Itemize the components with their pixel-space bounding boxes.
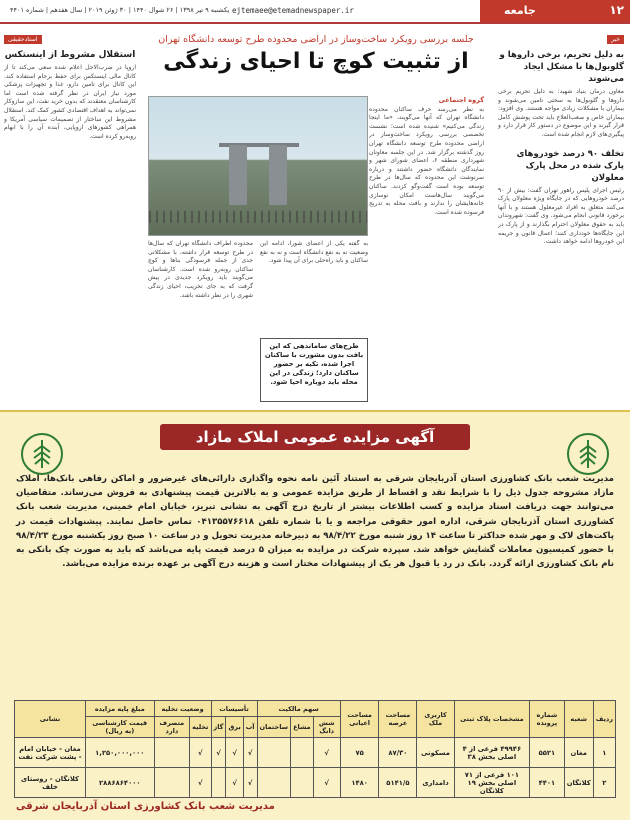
university-gate-photo (148, 96, 368, 236)
left-opinion-column (4, 26, 136, 406)
date-line: یکشنبه ۹ تیر ۱۳۹۸ | ۲۶ شوال ۱۴۴۰ | ۳۰ ژوئن ۲۰۱۹ | سال هفدهم | شماره ۴۴۰۱ (10, 6, 230, 14)
auction-advertisement (0, 410, 630, 820)
cell-occupied (154, 768, 190, 798)
news-item-title: به دلیل تحریم، برخی داروها و گلوبول‌ها با مشکل ایجاد می‌شوند (499, 50, 624, 84)
cell-power: √ (226, 738, 243, 768)
pull-quote: طرح‌های ساماندهی که این بافت بدون مشورت با ساکنان اجرا شده، تکیه بر حضور ساکنان دارد؛ زندگی در این محله باید دوباره احیا شود. (260, 338, 368, 402)
table-row (15, 768, 616, 798)
cell-water: √ (243, 768, 257, 798)
opinion-body: اروپا در ضرب‌الاجل اعلام شده سعی می‌کند تا از کانال مالی اینستکس برای حفظ برجام استفاده کند. این کانال برای تامین دارو، غذا و تجهیزات پزشکی مورد نیاز ایران در نظر گرفته شده است اما کارشناسان معتقدند که بدون خرید نفت، این سازوکار نمی‌تواند به اهداف اقتصادی کشور کمک کند. استقلال مشروط این ساختار از تصمیمات سیاسی آمریکا و همراهی کشورهای اروپایی، آینده آن را با ابهام روبه‌رو کرده است. (4, 64, 136, 140)
article-headline: از تثبیت کوچ تا احیای زندگی (163, 49, 469, 74)
col-header: گاز (211, 717, 226, 738)
opinion-title: استقلال مشروط از اینستکس (4, 50, 136, 60)
section-name: جامعه (504, 4, 536, 17)
bank-keshavarzi-emblem-icon (20, 432, 64, 476)
col-header: شش دانگ (313, 717, 340, 738)
col-header: نشانی (15, 701, 86, 738)
cell-area-build: ۱۴۸۰ (340, 768, 379, 798)
cell-address: مغان - خیابان امام - پشت شرکت نفت (15, 738, 86, 768)
col-header: مشاع (291, 717, 314, 738)
cell-occupied (154, 738, 190, 768)
cell-share (291, 738, 314, 768)
page-number: ۱۲ (609, 3, 624, 17)
cell-row: ۲ (593, 768, 615, 798)
col-group-header: مبلغ پایه مزایده (85, 701, 154, 717)
cell-area-land: ۸۷/۳۰ (379, 738, 417, 768)
section-email: ejtemaee@etemadnewspaper.ir (232, 6, 354, 15)
cell-buildings (257, 738, 291, 768)
cell-branch: مغان (564, 738, 593, 768)
news-item-body: معاون درمان بنیاد شهید: به دلیل تحریم برخی داروها و گلوبول‌ها به سختی تامین می‌شوند و بیماران با مشکلات زیادی مواجه هستند. وی افزود: بیماران خاص و صعب‌العلاج باید تحت پوشش کامل قرار گیرند و این موضوع در دستور کار قرار دارد و پیگیری‌های لازم انجام شده است. (498, 88, 624, 138)
col-header: مساحت اعیانی (340, 701, 379, 738)
right-news-column (498, 26, 624, 406)
col-header: شماره پرونده (530, 701, 565, 738)
cell-power: √ (226, 768, 243, 798)
article-text: به نظر می‌رسد حرف ساکنان محدوده دانشگاه تهران که آنها می‌گویند، «ما اینجا زندگی می‌کنیم» شنیده شده است؛ نشست تخصصی بررسی رویکرد ساخت‌وساز در اراضی محدوده طرح توسعه دانشگاه تهران روز گذشته برگزار شد. در این جلسه معاونان شهرداری منطقه ۶، اعضای شورای شهر و نمایندگان دانشگاه حضور داشتند و درباره سرنوشت این محدوده که سال‌ها در طرح توسعه بوده است گفت‌وگو کردند. ساکنان می‌گویند سال‌هاست امکان نوسازی خانه‌هایشان را ندارند و بافت محله به تدریج فرسوده شده است. (369, 105, 484, 216)
cell-file: ۵۵۲۱ (530, 738, 565, 768)
table-row (15, 738, 616, 768)
cell-six-dang: √ (313, 738, 340, 768)
cell-file: ۴۴۰۱ (530, 768, 565, 798)
article-column (369, 96, 484, 402)
main-article (140, 26, 492, 406)
cell-vacant: √ (190, 768, 211, 798)
cell-usage: مسکونی (417, 738, 454, 768)
col-header: متصرف دارد (154, 717, 190, 738)
col-header: شعبه (564, 701, 593, 738)
cell-area-land: ۵۱۴۱/۵ (379, 768, 417, 798)
ad-body-text: مدیریت شعب بانک کشاورزی استان آذربایجان شرقی به استناد آئین نامه نحوه واگذاری دارائی‌های غیرضرور و اماکن رفاهی بانک‌ها، املاک مازاد مشروحه جدول ذیل را با شرایط نقد و اقساط از طریق مزایده عمومی و به بالاترین قیمت پیشنهادی به فروش می‌رساند. متقاضیان می‌توانند جهت دریافت اسناد مزایده و کسب اطلاعات بیشتر از تاریخ درج آگهی به نشانی تبریز، خیابان امام خمینی، مدیریت شعب بانک کشاورزی استان آذربایجان شرقی، اداره امور حقوقی مراجعه و یا با شماره تلفن ۰۴۱۳۵۵۷۶۶۱۸ تماس حاصل نمایند. پیشنهادات قیمت در پاکت‌های لاک و مهر شده حداکثر تا ساعت ۱۴ روز شنبه مورخ ۹۸/۴/۲۲ به دبیرخانه مدیریت تحویل و در ساعت ۱۰ صبح روز یکشنبه مورخ ۹۸/۴/۲۳ با حضور کمیسیون معاملات گشایش خواهد شد. سپرده شرکت در مزایده به میزان ۵ درصد قیمت پایه می‌باشد که باید به صورت چک بانکی به نام بانک کشاورزی ارائه گردد. بانک در رد یا قبول هر یک از پیشنهادات مختار است و هزینه درج آگهی بر عهده برنده مزایده می‌باشد. (16, 474, 615, 570)
cell-gas (211, 768, 226, 798)
cell-price: ۲۸۸۶۸۶۴۰۰۰ (85, 768, 154, 798)
col-header: مشخصات پلاک ثبتی (454, 701, 529, 738)
cell-gas: √ (211, 738, 226, 768)
col-group-header: وضعیت تخلیه (154, 701, 211, 717)
cell-area-build: ۷۵ (340, 738, 379, 768)
cell-plaque: ۱۰۱ فرعی از ۷۱ اصلی بخش ۱۹ کلانگان (454, 768, 529, 798)
col-header: ساختمان (257, 717, 291, 738)
col-group-header: سهم مالکیت (257, 701, 340, 717)
cell-share (291, 768, 314, 798)
cell-six-dang: √ (313, 768, 340, 798)
section-label: گروه اجتماعی (438, 96, 484, 104)
cell-plaque: ۴۹۹۴۶ فرعی از ۴ اصلی بخش ۳۸ (454, 738, 529, 768)
news-item-body: رئیس اجرای پلیس راهور تهران گفت: بیش از ۹۰ درصد خودروهایی که در جایگاه ویژه معلولان پارک می‌کنند متعلق به افراد غیرمعلول هستند و با آنها برخورد قانونی انجام می‌شود. وی گفت: شهروندان باید به حقوق معلولان احترام بگذارند و از پارک در این جایگاه‌ها خودداری کنند؛ اعمال قانون و جریمه این خودروها ادامه خواهد داشت. (498, 186, 624, 246)
col-group-header: تأسیسات (211, 701, 257, 717)
ad-footer-signature: مدیریت شعب بانک کشاورزی استان آذربایجان شرقی (16, 801, 275, 812)
cell-row: ۱ (593, 738, 615, 768)
news-item-title: تخلف ۹۰ درصد خودروهای پارک شده در محل پارک معلولان (516, 148, 624, 183)
cell-price: ۱,۲۵۰,۰۰۰,۰۰۰ (85, 738, 154, 768)
news-tag: خبر (607, 35, 624, 44)
bank-keshavarzi-emblem-icon (566, 432, 610, 476)
ad-title: آگهی مزایده عمومی املاک مازاد (160, 424, 470, 450)
col-header: مساحت عرصه (379, 701, 417, 738)
col-header: تخلیه (190, 717, 211, 738)
col-header: ردیف (593, 701, 615, 738)
col-header: کاربری ملک (417, 701, 454, 738)
article-column: محدوده اطراف دانشگاه تهران که سال‌ها در طرح توسعه قرار داشته، با مشکلاتی جدی از جمله فرسودگی بناها و کوچ ساکنان روبه‌رو شده است. کارشناسان می‌گویند باید رویکرد جدیدی در پیش گرفت که به جای تخریب، احیای زندگی شهری را در نظر داشته باشد. (148, 240, 253, 299)
article-column: به گفته یکی از اعضای شورا، ادامه این وضعیت نه به نفع دانشگاه است و نه به نفع ساکنان و باید راه‌حلی برای آن پیدا شود. (260, 240, 368, 265)
cell-water: √ (243, 738, 257, 768)
col-header: قیمت کارشناسی (به ریال) (85, 717, 154, 738)
cell-vacant: √ (190, 738, 211, 768)
cell-usage: دامداری (417, 768, 454, 798)
cell-buildings (257, 768, 291, 798)
col-header: آب (243, 717, 257, 738)
col-header: برق (226, 717, 243, 738)
cell-branch: کلانگان (564, 768, 593, 798)
auction-table (14, 700, 616, 798)
article-kicker: جلسه بررسی رویکرد ساخت‌وساز در اراضی محدوده طرح توسعه دانشگاه تهران (158, 34, 474, 45)
opinion-tag: استادحقیقی (4, 35, 42, 44)
section-banner (480, 0, 630, 22)
page-header (0, 0, 630, 24)
cell-address: کلانگان - روستای خلف (15, 768, 86, 798)
